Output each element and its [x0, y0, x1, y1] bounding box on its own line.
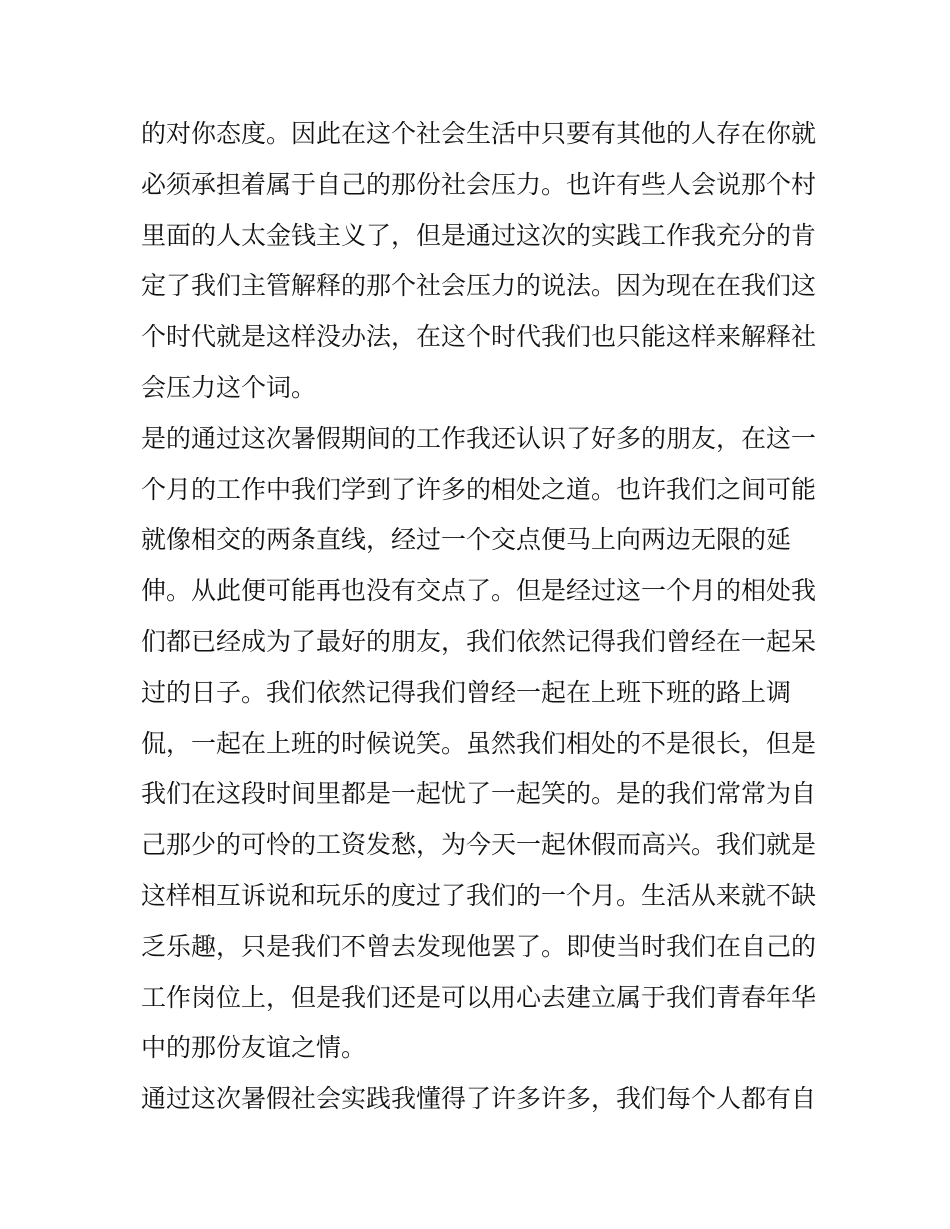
- text-line: 通过这次暑假社会实践我懂得了许多许多，我们每个人都有自: [141, 1084, 817, 1114]
- text-line: 是的通过这次暑假期间的工作我还认识了好多的朋友，在这一: [141, 423, 817, 453]
- text-line: 的对你态度。因此在这个社会生活中只要有其他的人存在你就: [141, 119, 817, 148]
- text-line: 乏乐趣，只是我们不曾去发现他罢了。即使当时我们在自己的: [141, 931, 817, 961]
- text-line: 定了我们主管解释的那个社会压力的说法。因为现在在我们这: [141, 271, 817, 301]
- text-line: 必须承担着属于自己的那份社会压力。也许有些人会说那个村: [141, 169, 817, 199]
- text-line: 工作岗位上，但是我们还是可以用心去建立属于我们青春年华: [141, 982, 817, 1012]
- text-line: 我们在这段时间里都是一起忧了一起笑的。是的我们常常为自: [141, 779, 817, 809]
- text-line: 个时代就是这样没办法，在这个时代我们也只能这样来解释社: [141, 322, 817, 352]
- text-line: 侃，一起在上班的时候说笑。虽然我们相处的不是很长，但是: [141, 728, 817, 758]
- text-line: 中的那份友谊之情。: [141, 1033, 367, 1063]
- text-line: 过的日子。我们依然记得我们曾经一起在上班下班的路上调: [141, 677, 792, 707]
- text-line: 伸。从此便可能再也没有交点了。但是经过这一个月的相处我: [141, 576, 817, 606]
- text-line: 这样相互诉说和玩乐的度过了我们的一个月。生活从来就不缺: [141, 880, 817, 910]
- text-line: 就像相交的两条直线，经过一个交点便马上向两边无限的延: [141, 525, 792, 555]
- text-line: 会压力这个词。: [141, 372, 317, 402]
- text-line: 己那少的可怜的工资发愁，为今天一起休假而高兴。我们就是: [141, 830, 817, 860]
- body-text: [141, 109, 821, 1125]
- text-line: 个月的工作中我们学到了许多的相处之道。也许我们之间可能: [141, 474, 817, 504]
- text-line: 里面的人太金钱主义了，但是通过这次的实践工作我充分的肯: [141, 220, 817, 250]
- text-line: 们都已经成为了最好的朋友，我们依然记得我们曾经在一起呆: [141, 626, 817, 656]
